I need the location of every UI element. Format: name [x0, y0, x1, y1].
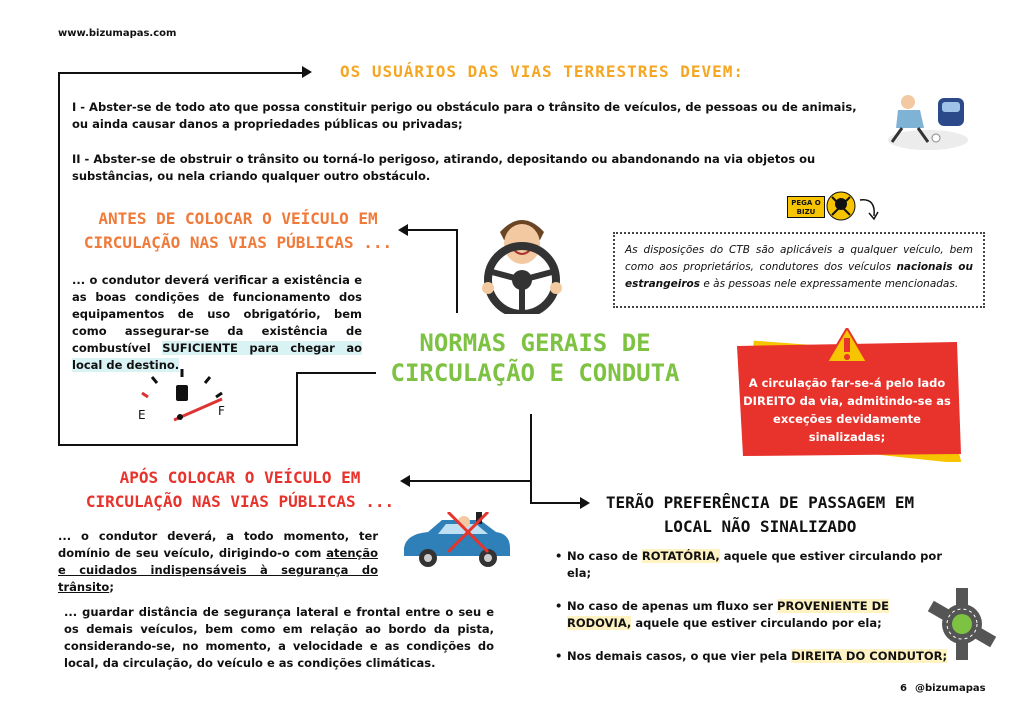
preference-section-title: TERÃO PREFERÊNCIA DE PASSAGEM EM LOCAL NÃO SINALIZADO [605, 493, 915, 536]
after-underline: atenção e cuidados indispensáveis à segurança do trânsito [58, 546, 378, 594]
after-text-1a: ... o condutor deverá, a todo momento, ter domínio de seu veículo, dirigindo-o com [58, 529, 378, 560]
preference-list [555, 548, 955, 681]
tip-box [613, 232, 985, 308]
after-text-2: ... guardar distância de segurança lateral e frontal entre o seu e os demais veículos, bem como em relação ao bordo da pista, considerando-se, no momento, a velocidade e as condições do local, da circulação, do veículo e as condições climáticas. [64, 605, 494, 670]
arrow-right-icon [580, 497, 590, 509]
warning-text [742, 374, 952, 446]
fuel-gauge-icon [132, 365, 232, 425]
before-highlight: SUFICIENTE para chegar ao local de destino. [72, 341, 362, 372]
pedestrian-accident-illustration [878, 88, 970, 152]
connector-line [58, 72, 308, 74]
warning-text-b: da via, admitindo-se as exceções devidamente sinalizadas; [773, 394, 951, 444]
connector-line [410, 480, 532, 482]
tip-text-end: e às pessoas nele expressamente mencionadas. [700, 278, 959, 290]
arrow-left-icon [398, 224, 408, 236]
footer-handle: @bizumapas [915, 683, 986, 694]
list-item [555, 648, 955, 665]
connector-line [408, 229, 458, 231]
connector-line [58, 72, 60, 446]
users-section-title: OS USUÁRIOS DAS VIAS TERRESTRES DEVEM: [340, 62, 745, 81]
tip-bold: nacionais ou estrangeiros [625, 261, 973, 290]
after-text-1b: ; [109, 580, 114, 594]
warning-text-a: A circulação far-se-á pelo lado [748, 376, 946, 390]
page-number: 6 [900, 683, 907, 694]
warning-bold: DIREITO [743, 394, 796, 408]
connector-line [58, 444, 298, 446]
pega-o-bizu-badge: PEGA O BIZU [787, 196, 825, 218]
pref-1-highlight: ROTATÓRIA, [641, 549, 720, 563]
pref-1b: aquele que estiver circulando por ela; [567, 549, 942, 580]
before-section-text [72, 272, 362, 374]
users-item-1: I - Abster-se de todo ato que possa constituir perigo ou obstáculo para o trânsito de veículos, de pessoas ou de animais, ou ainda causar danos a propriedades públicas ou privadas; [72, 100, 857, 131]
pref-1a: No caso de [567, 549, 642, 563]
pref-2b: aquele que estiver circulando por ela; [631, 616, 882, 630]
before-text: ... o condutor deverá verificar a existência e as boas condições de funcionamento dos equipamentos de uso obrigatório, bem como assegurar-se da existência de combustível [72, 273, 362, 355]
curved-arrow-icon [858, 196, 880, 222]
connector-line [456, 229, 458, 313]
gauge-empty-label: E [138, 408, 146, 422]
pref-2-highlight: PROVENIENTE DE RODOVIA, [567, 599, 890, 630]
skull-icon [826, 191, 856, 221]
arrow-left-icon [400, 475, 410, 487]
site-url: www.bizumapas.com [58, 28, 177, 39]
list-item [555, 598, 955, 632]
tip-text: As disposições do CTB são aplicáveis a qualquer veículo, bem como aos proprietários, condutores dos veículos [625, 244, 973, 273]
users-item-2: II - Abster-se de obstruir o trânsito ou torná-lo perigoso, atirando, depositando ou abandonando na via objetos ou substâncias, ou nela criando qualquer outro obstáculo. [72, 152, 816, 183]
connector-line [530, 480, 532, 504]
pref-3a: Nos demais casos, o que vier pela [567, 649, 792, 663]
arrow-right-icon [302, 66, 312, 78]
pref-2a: No caso de apenas um fluxo ser [567, 599, 778, 613]
roundabout-icon [926, 588, 998, 660]
car-no-phone-illustration [398, 512, 514, 570]
connector-line [530, 414, 532, 482]
list-item [555, 548, 955, 582]
connector-line [296, 372, 298, 446]
after-text-1 [58, 528, 378, 596]
after-section-title: APÓS COLOCAR O VEÍCULO EM CIRCULAÇÃO NAS VIAS PÚBLICAS ... [85, 468, 395, 511]
gauge-full-label: F [218, 404, 225, 418]
before-section-title: ANTES DE COLOCAR O VEÍCULO EM CIRCULAÇÃO NAS VIAS PÚBLICAS ... [83, 209, 393, 252]
main-title: NORMAS GERAIS DE CIRCULAÇÃO E CONDUTA [390, 329, 680, 387]
pref-3-highlight: DIREITA DO CONDUTOR; [791, 649, 948, 663]
driver-steering-wheel-illustration [474, 210, 570, 314]
connector-line [530, 502, 582, 504]
